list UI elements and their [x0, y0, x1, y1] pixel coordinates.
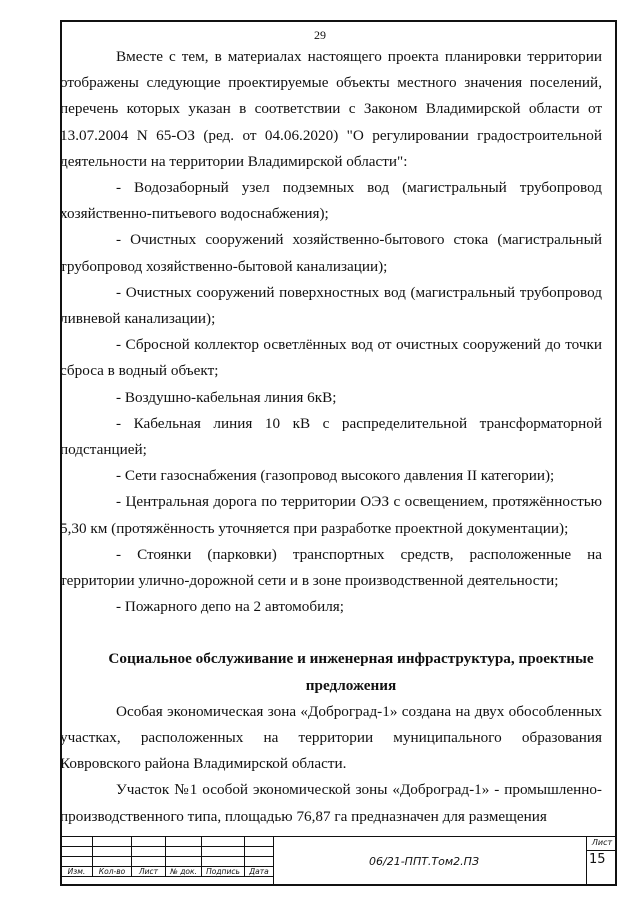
stamp-col-label: Изм.	[61, 867, 93, 877]
section-heading	[60, 646, 602, 698]
stamp-col-label: № док.	[166, 867, 202, 877]
list-item: - Воздушно-кабельная линия 6кВ;	[116, 388, 337, 406]
paragraph: Участок №1 особой экономической зоны «Доброград-1» - промышленно-производственного типа, площадью 76,87 га предназначен для размещения	[60, 781, 602, 825]
list-item: - Кабельная линия 10 кВ с распределительной трансформаторной подстанцией;	[60, 414, 602, 459]
list-item: - Стоянки (парковки) транспортных средств, расположенные на территории улично-дорожной сети и в зоне производственной деятельности;	[60, 545, 602, 590]
list-item: - Пожарного депо на 2 автомобиля;	[116, 598, 344, 616]
stamp-revision-table	[60, 836, 274, 877]
stamp-col-label: Кол-во	[93, 867, 132, 877]
title-block-stamp	[60, 836, 617, 886]
heading-line: предложения	[305, 676, 397, 694]
document-body	[60, 44, 602, 830]
list-item: - Очистных сооружений поверхностных вод (магистральный трубопровод ливневой канализации);	[60, 283, 602, 328]
stamp-sheet-label: Лист	[587, 836, 617, 851]
stamp-sheet-box	[586, 836, 617, 886]
stamp-sheet-number: 15	[589, 852, 606, 867]
paragraph: Вместе с тем, в материалах настоящего проекта планировки территории отображены следующие проектируемые объекты местного значения поселений, перечень которых указан в соответствии с Законом Владимирской области от 13.07.2004 N 65-ОЗ (ред. от 04.06.2020) "О регулировании градостроительной деятельности на территории Владимирской области":	[60, 48, 602, 170]
heading-line: Социальное обслуживание и инженерная инфраструктура, проектные	[108, 650, 594, 668]
paragraph: Особая экономическая зона «Доброград-1» создана на двух обособленных участках, расположенных на территории муниципального образования Ковровского района Владимирской области.	[60, 702, 602, 773]
list-item: - Сети газоснабжения (газопровод высокого давления II категории);	[116, 467, 555, 485]
stamp-document-code: 06/21-ППТ.Том2.ПЗ	[273, 836, 574, 886]
stamp-col-label: Лист	[132, 867, 166, 877]
list-item: - Сбросной коллектор осветлённых вод от очистных сооружений до точки сброса в водный объект;	[60, 336, 602, 380]
list-item: - Водозаборный узел подземных вод (магистральный трубопровод хозяйственно-питьевого водоснабжения);	[60, 179, 602, 223]
list-item: - Очистных сооружений хозяйственно-бытового стока (магистральный трубопровод хозяйственно-бытовой канализации);	[60, 231, 602, 275]
stamp-col-label: Подпись	[202, 867, 245, 877]
page-number: 29	[314, 28, 326, 42]
stamp-col-label: Дата	[245, 867, 274, 877]
list-item: - Центральная дорога по территории ОЭЗ с освещением, протяжённостью 5,30 км (протяжённость уточняется при разработке проектной документации);	[60, 493, 602, 537]
